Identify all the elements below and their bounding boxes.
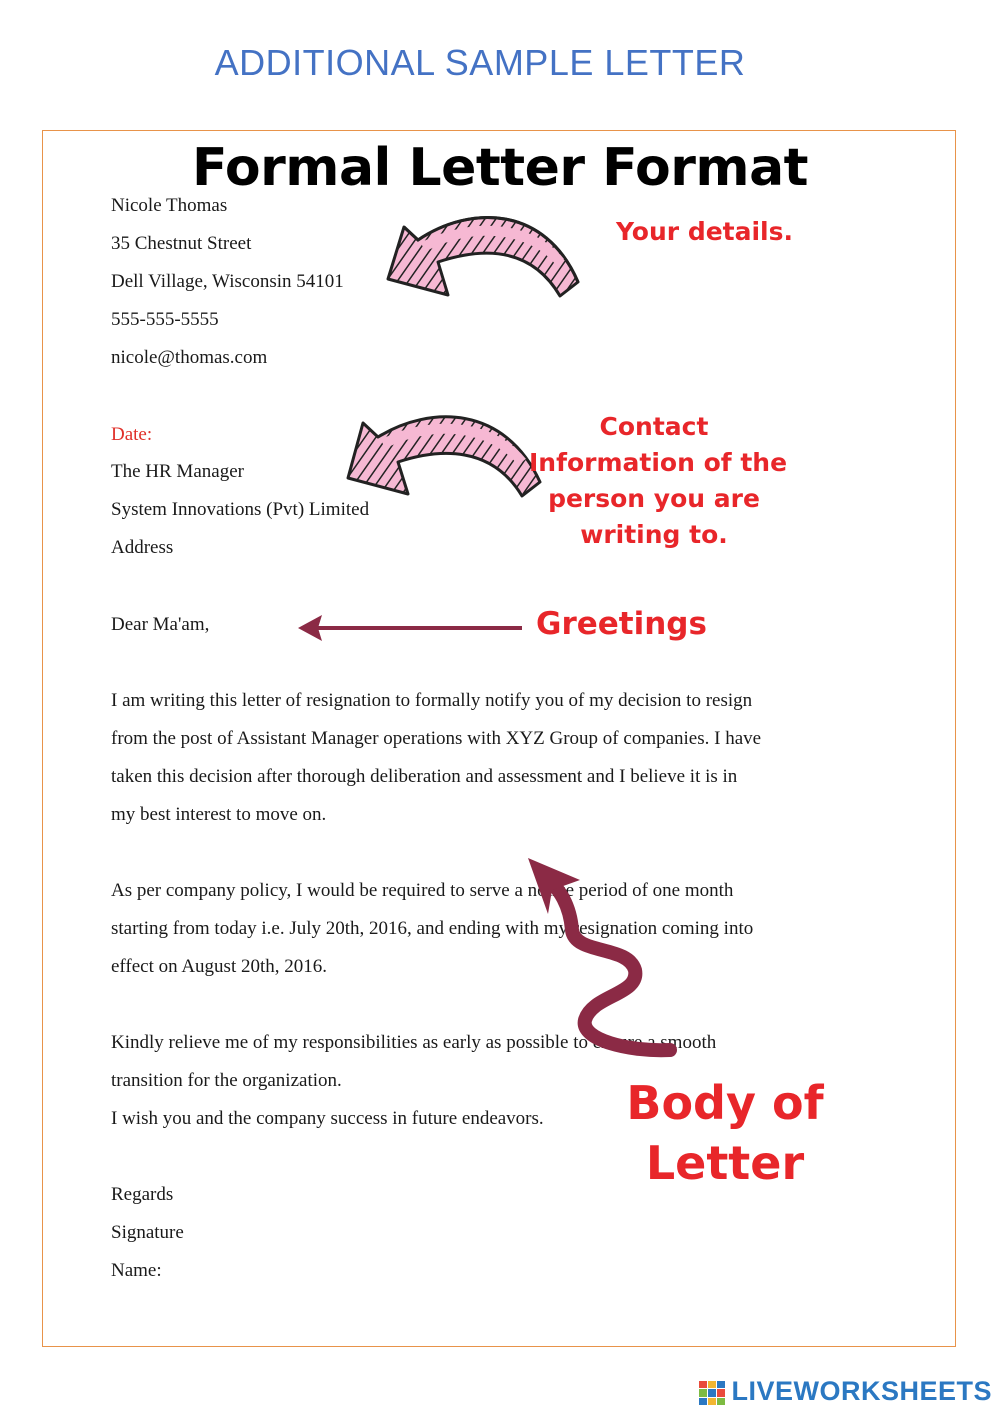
annotation-greetings: Greetings xyxy=(536,606,707,642)
closing-signature: Signature xyxy=(111,1222,184,1243)
greetings-arrow-icon xyxy=(298,615,522,641)
greeting: Dear Ma'am, xyxy=(111,614,210,635)
closing-name: Name: xyxy=(111,1260,162,1281)
body-line: starting from today i.e. July 20th, 2016, and ending with my resignation coming into xyxy=(111,918,754,939)
annotation-your-details: Your details. xyxy=(616,217,794,246)
closing-regards: Regards xyxy=(111,1184,174,1205)
body-line: I am writing this letter of resignation to formally notify you of my decision to resign xyxy=(111,690,753,711)
curved-arrow-icon xyxy=(348,417,540,496)
annotation-line: Letter xyxy=(645,1136,805,1190)
body-line: taken this decision after thorough deliberation and assessment and I believe it is in xyxy=(111,766,738,787)
date-label: Date: xyxy=(111,424,153,445)
sender-city: Dell Village, Wisconsin 54101 xyxy=(111,271,344,292)
body-line: Kindly relieve me of my responsibilities as early as possible to ensure a smooth xyxy=(111,1032,717,1053)
sender-phone: 555-555-5555 xyxy=(111,309,219,330)
sender-street: 35 Chestnut Street xyxy=(111,233,252,254)
recipient-title: The HR Manager xyxy=(111,461,244,482)
letter-title: Formal Letter Format xyxy=(191,138,809,198)
annotation-line: person you are xyxy=(548,484,760,513)
recipient-address: Address xyxy=(111,537,174,558)
recipient-company: System Innovations (Pvt) Limited xyxy=(111,499,370,520)
body-line: As per company policy, I would be required to serve a notice period of one month xyxy=(111,880,734,901)
brand-logo-icon xyxy=(699,1381,725,1405)
annotation-line: writing to. xyxy=(580,520,728,549)
curved-arrow-icon xyxy=(388,217,578,296)
page-heading: ADDITIONAL SAMPLE LETTER xyxy=(214,42,746,83)
body-line: from the post of Assistant Manager operations with XYZ Group of companies. I have xyxy=(111,728,762,749)
body-arrow-icon xyxy=(528,858,670,1050)
body-line: I wish you and the company success in future endeavors. xyxy=(111,1108,544,1129)
annotation-body xyxy=(620,1073,830,1193)
annotation-line: Information of the xyxy=(529,448,788,477)
sender-email: nicole@thomas.com xyxy=(111,347,268,368)
annotation-line: Body of xyxy=(626,1076,824,1130)
body-line: effect on August 20th, 2016. xyxy=(111,956,328,977)
body-line: my best interest to move on. xyxy=(111,804,327,825)
body-line: transition for the organization. xyxy=(111,1070,342,1091)
annotation-line: Contact xyxy=(599,412,709,441)
annotation-contact-info xyxy=(529,409,788,553)
sender-name: Nicole Thomas xyxy=(111,195,228,216)
brand-name[interactable]: LIVEWORKSHEETS xyxy=(731,1376,992,1406)
